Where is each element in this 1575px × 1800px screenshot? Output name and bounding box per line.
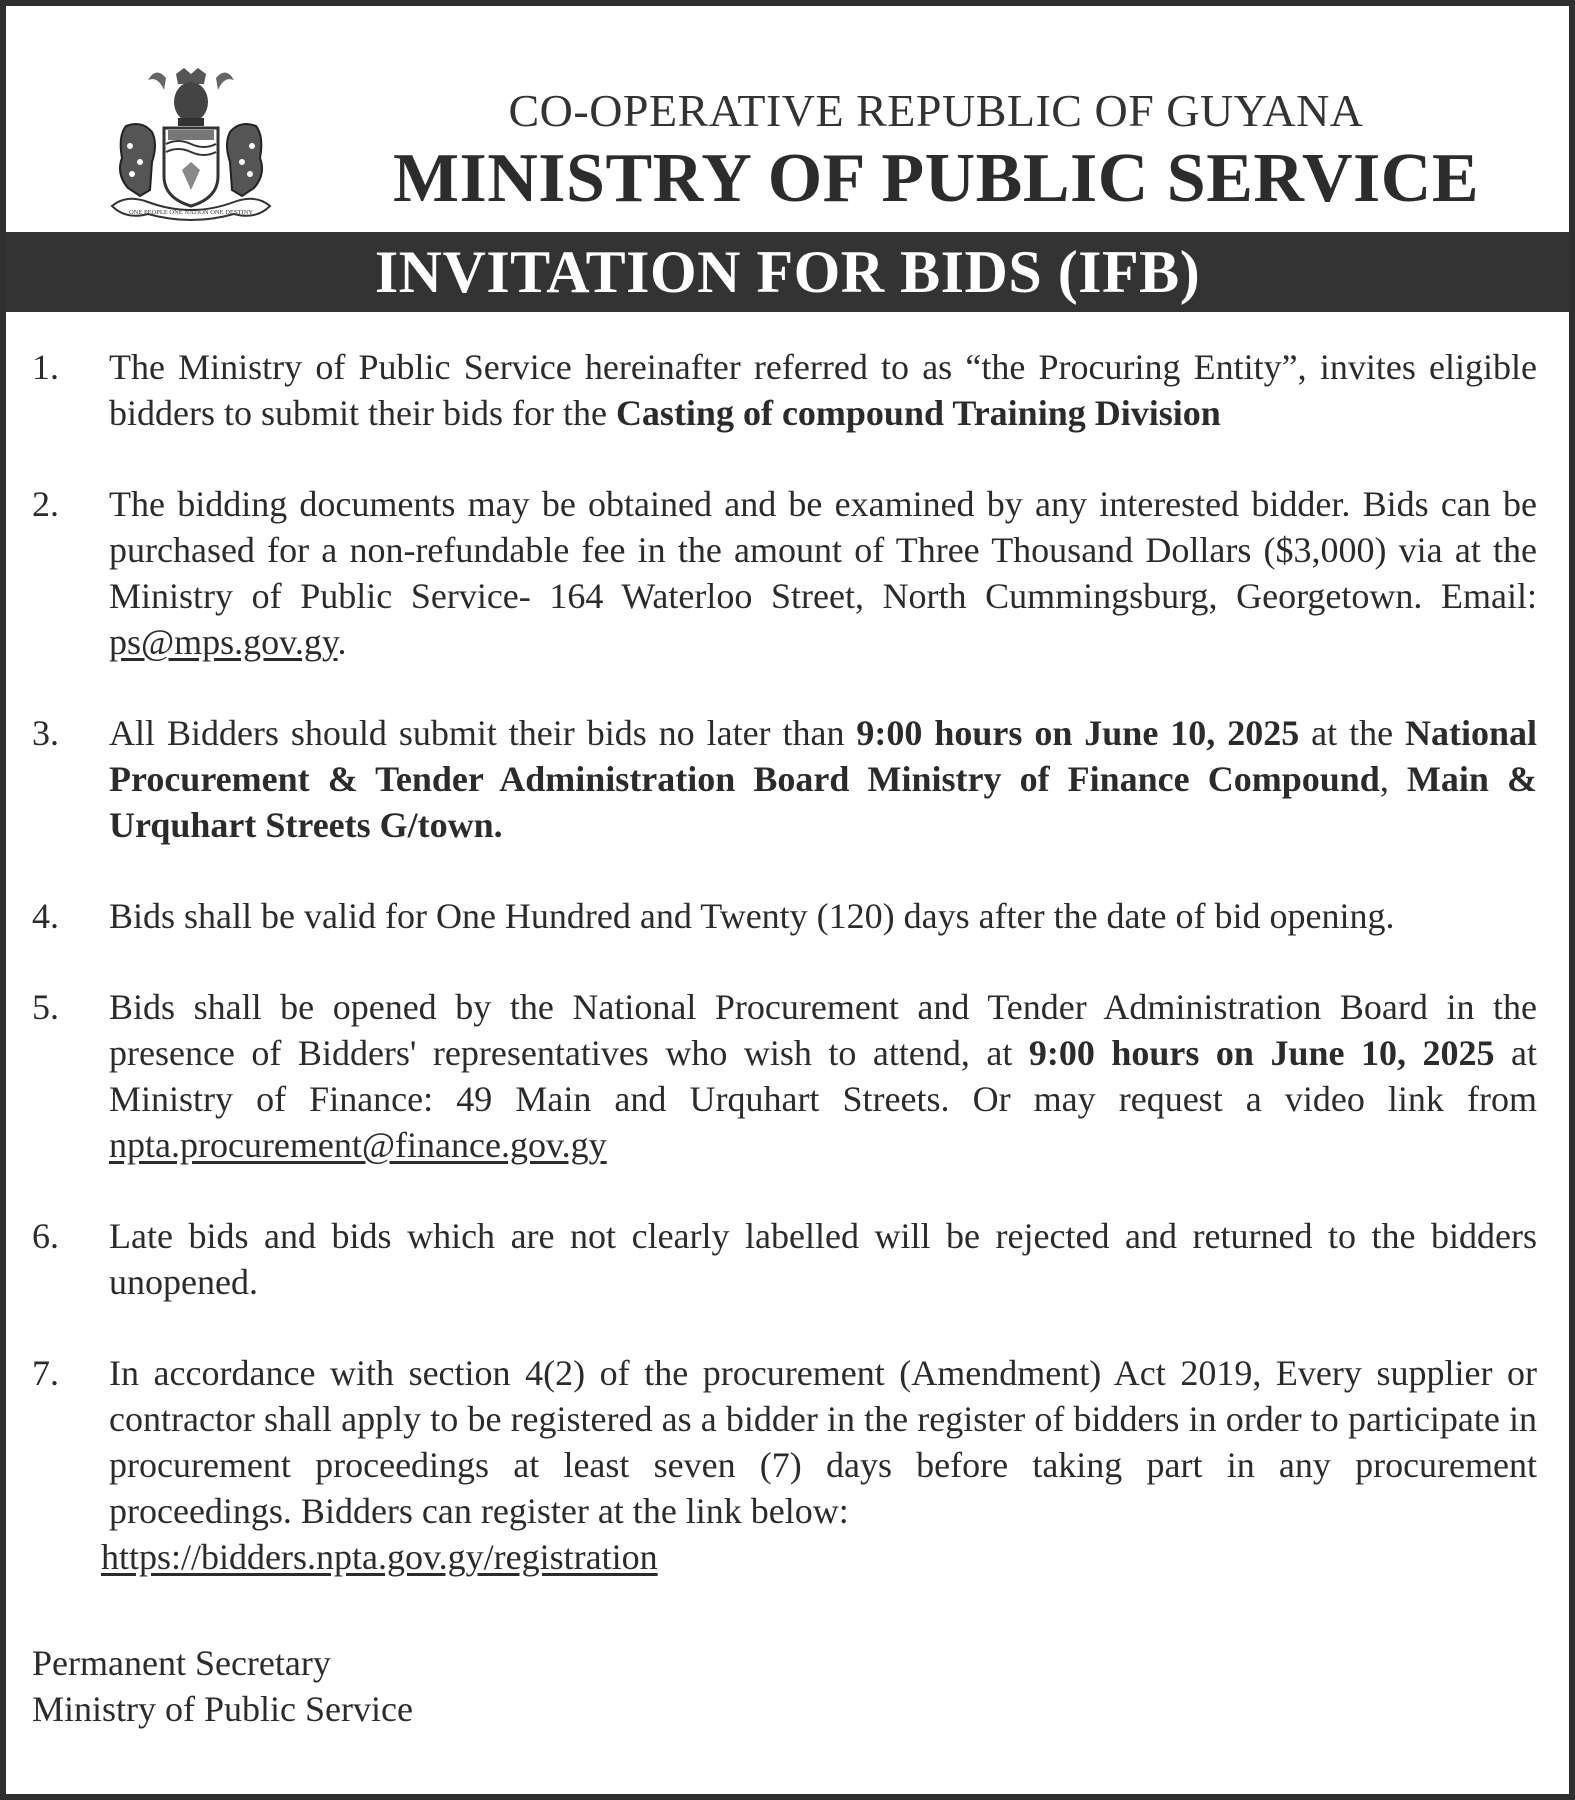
item-text: , (1379, 759, 1407, 799)
notice-body (6, 344, 1569, 1625)
item-number: 3. (32, 713, 59, 753)
item-number: 2. (32, 484, 59, 524)
item-text: The bidding documents may be obtained and be examined by any interested bidder. Bids can be purchased for a non-refundable fee in the amount of Three Thousand Dollars ($3,000) via at the Ministry of Public Service- 164 Waterloo Street, North Cummingsburg, Georgetown. Email: (109, 484, 1537, 616)
submission-location: National Procurement & Tender Administration Board Ministry of Finance Compound (109, 713, 1538, 799)
list-item (6, 1213, 1569, 1305)
signatory-organization: Ministry of Public Service (32, 1689, 413, 1729)
item-text: Bids shall be opened by the National Procurement and Tender Administration Board in the presence of Bidders' representatives who wish to attend, at (109, 987, 1537, 1073)
item-text: at the (1299, 713, 1405, 753)
item-number: 1. (32, 347, 59, 387)
item-text: In accordance with section 4(2) of the procurement (Amendment) Act 2019, Every supplier or contractor shall apply to be registered as a bidder in the register of bidders in order to participate in procurement proceedings at least seven (7) days before taking part in any procurement proceedings. Bidders can register at the link below: (109, 1353, 1537, 1531)
submission-address: Main & Urquhart Streets G/town. (109, 759, 1537, 845)
deadline-text: 9:00 hours on June 10, 2025 (856, 713, 1300, 753)
notice-title-banner: INVITATION FOR BIDS (IFB) (6, 232, 1569, 312)
svg-text:ONE PEOPLE ONE NATION ONE DE: ONE PEOPLE ONE NATION ONE DESTINY (128, 209, 254, 216)
signatory-title: Permanent Secretary (32, 1643, 331, 1683)
notice-header (6, 6, 1569, 231)
list-item (6, 710, 1569, 848)
list-item (6, 481, 1569, 665)
list-item (6, 344, 1569, 436)
item-number: 6. (32, 1216, 59, 1256)
item-number: 4. (32, 896, 59, 936)
government-name: CO-OPERATIVE REPUBLIC OF GUYANA (508, 85, 1364, 136)
item-text: The Ministry of Public Service hereinafter referred to as “the Procuring Entity”, invites eligible bidders to submit their bids for the (109, 347, 1537, 433)
list-item (6, 984, 1569, 1168)
opening-time: 9:00 hours on June 10, 2025 (1028, 1033, 1495, 1073)
item-text-end: . (337, 622, 347, 662)
coat-of-arms-icon (106, 66, 276, 224)
item-number: 5. (32, 987, 59, 1027)
item-text: at Ministry of Finance: 49 Main and Urquhart Streets. Or may request a video link from (109, 1033, 1537, 1119)
list-item (6, 1350, 1569, 1580)
ministry-name: MINISTRY OF PUBLIC SERVICE (392, 140, 1480, 217)
email-link[interactable]: npta.procurement@finance.gov.gy (109, 1125, 607, 1165)
registration-link[interactable]: https://bidders.npta.gov.gy/registration (101, 1537, 658, 1577)
item-text: Bids shall be valid for One Hundred and Twenty (120) days after the date of bid opening. (109, 896, 1395, 936)
signature-block (32, 1640, 413, 1732)
item-number: 7. (32, 1353, 59, 1393)
item-text: All Bidders should submit their bids no later than (109, 713, 857, 753)
list-item (6, 893, 1569, 939)
project-name: Casting of compound Training Division (615, 393, 1221, 433)
email-link[interactable]: ps@mps.gov.gy (109, 622, 338, 662)
item-text: Late bids and bids which are not clearly labelled will be rejected and returned to the bidders unopened. (109, 1216, 1537, 1302)
